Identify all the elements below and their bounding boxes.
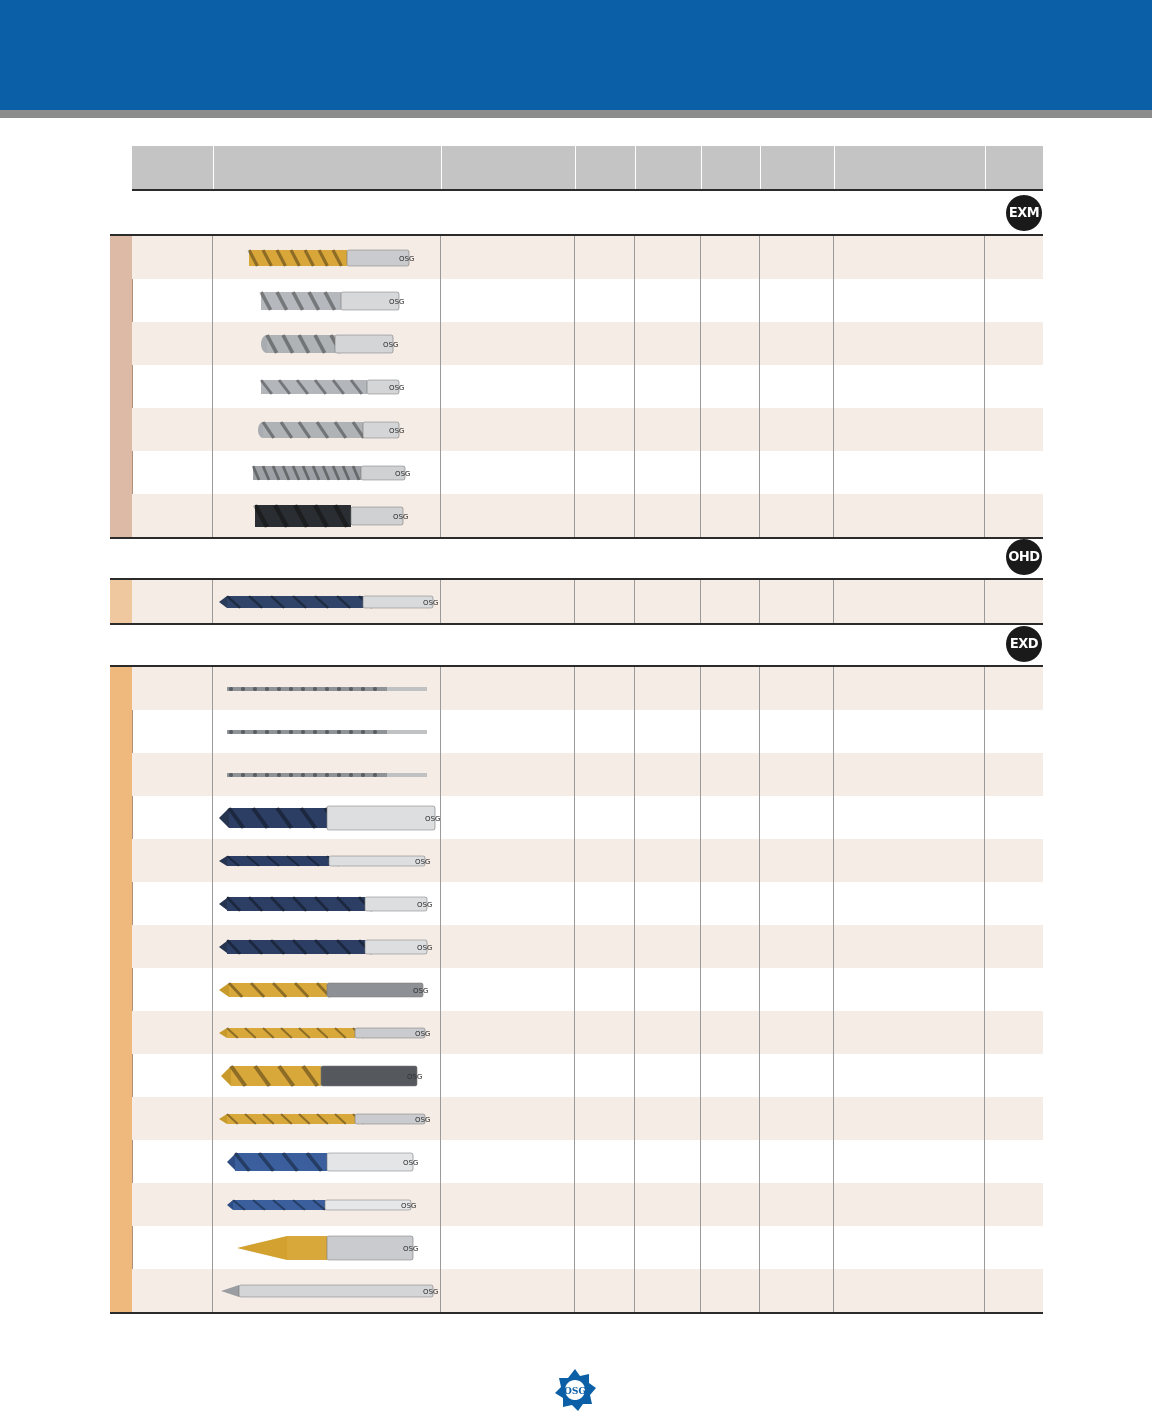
table-cell: [441, 279, 575, 322]
table-cell: [701, 968, 760, 1011]
table-cell: [635, 839, 701, 882]
table-cell: [701, 236, 760, 279]
table-cell: [132, 1140, 213, 1183]
table-cell: [701, 667, 760, 710]
tool-image-cell: [213, 494, 441, 537]
table-cell: [132, 753, 213, 796]
table-row: [132, 365, 1043, 408]
table-cell: [635, 753, 701, 796]
table-cell: [575, 1183, 635, 1226]
table-cell: [441, 882, 575, 925]
table-cell: [834, 667, 985, 710]
table-cell: [635, 968, 701, 1011]
svg-text:OSG: OSG: [414, 857, 430, 866]
exd-section: [110, 665, 1043, 1314]
table-cell: [635, 1183, 701, 1226]
table-cell: [760, 365, 834, 408]
table-cell: [635, 796, 701, 839]
svg-text:OSG: OSG: [412, 986, 428, 995]
table-cell: [834, 580, 985, 623]
table-cell: [635, 580, 701, 623]
table-cell: [834, 1140, 985, 1183]
table-cell: [701, 796, 760, 839]
svg-text:OSG: OSG: [406, 1072, 422, 1081]
tool-image-cell: [213, 796, 441, 839]
table-cell: [132, 279, 213, 322]
table-cell: [760, 1140, 834, 1183]
exd-rows: [132, 667, 1043, 1312]
tool-image-cell: [213, 710, 441, 753]
table-cell: [635, 1054, 701, 1097]
header-cell: [213, 146, 441, 189]
header-cell: [575, 146, 635, 189]
table-cell: [441, 710, 575, 753]
tool-image-cell: [213, 1097, 441, 1140]
tool-image-cell: [213, 1269, 441, 1312]
table-cell: [132, 1269, 213, 1312]
header-cell: [760, 146, 834, 189]
table-cell: [575, 279, 635, 322]
table-cell: [132, 925, 213, 968]
table-cell: [701, 1054, 760, 1097]
tool-image: [217, 585, 437, 619]
table-row: [132, 1011, 1043, 1054]
table-cell: [441, 322, 575, 365]
table-cell: [760, 839, 834, 882]
tool-image-cell: [213, 1054, 441, 1097]
table-cell: [701, 710, 760, 753]
table-cell: [834, 796, 985, 839]
table-cell: [635, 667, 701, 710]
table-cell: [635, 710, 701, 753]
tool-image-cell: [213, 451, 441, 494]
header-cell: [441, 146, 575, 189]
table-cell: [132, 451, 213, 494]
table-cell: [635, 882, 701, 925]
tool-image: [217, 973, 437, 1007]
table-cell: [575, 1097, 635, 1140]
table-cell: [132, 494, 213, 537]
table-row: [132, 408, 1043, 451]
table-cell: [760, 1269, 834, 1312]
table-cell: [132, 580, 213, 623]
table-row: [132, 279, 1043, 322]
svg-text:OSG: OSG: [402, 1244, 418, 1253]
table-cell: [834, 1183, 985, 1226]
table-row: [132, 968, 1043, 1011]
table-cell: [441, 1097, 575, 1140]
table-cell: [760, 494, 834, 537]
table-cell: [985, 365, 1043, 408]
table-cell: [635, 408, 701, 451]
tool-image-cell: [213, 753, 441, 796]
banner-divider: [0, 110, 1152, 118]
table-cell: [760, 1183, 834, 1226]
table-cell: [834, 408, 985, 451]
tool-image: [217, 1231, 437, 1265]
tool-image: [217, 327, 437, 361]
table-cell: [635, 1226, 701, 1269]
header-cell: [635, 146, 701, 189]
table-cell: [760, 882, 834, 925]
tool-image-cell: [213, 1140, 441, 1183]
table-cell: [441, 1226, 575, 1269]
table-cell: [441, 1183, 575, 1226]
table-cell: [985, 968, 1043, 1011]
table-cell: [575, 322, 635, 365]
tool-image-cell: [213, 365, 441, 408]
table-cell: [441, 408, 575, 451]
table-cell: [575, 236, 635, 279]
table-cell: [441, 968, 575, 1011]
table-cell: [701, 494, 760, 537]
svg-text:OSG: OSG: [416, 900, 432, 909]
table-cell: [441, 1011, 575, 1054]
table-cell: [132, 667, 213, 710]
tool-image: [217, 413, 437, 447]
table-cell: [985, 1011, 1043, 1054]
table-cell: [701, 1097, 760, 1140]
table-cell: [635, 279, 701, 322]
table-cell: [701, 1183, 760, 1226]
table-cell: [635, 1097, 701, 1140]
table-cell: [985, 236, 1043, 279]
tool-image: [217, 1059, 437, 1093]
table-cell: [575, 408, 635, 451]
table-cell: [575, 451, 635, 494]
svg-text:OSG: OSG: [414, 1115, 430, 1124]
table-cell: [760, 236, 834, 279]
tool-image-cell: [213, 667, 441, 710]
table-cell: [701, 925, 760, 968]
header-cell: [834, 146, 985, 189]
svg-text:OSG: OSG: [388, 426, 404, 435]
tool-image: [217, 801, 440, 835]
table-cell: [834, 494, 985, 537]
table-cell: [132, 322, 213, 365]
table-cell: [575, 1054, 635, 1097]
table-cell: [701, 882, 760, 925]
table-cell: [760, 451, 834, 494]
table-cell: [834, 1226, 985, 1269]
table-cell: [575, 925, 635, 968]
svg-text:OSG: OSG: [388, 297, 404, 306]
header-cell: [985, 146, 1043, 189]
tool-image-cell: [213, 1183, 441, 1226]
tool-image-cell: [213, 925, 441, 968]
tool-image: [217, 1145, 437, 1179]
table-cell: [760, 968, 834, 1011]
table-cell: [985, 1183, 1043, 1226]
table-cell: [985, 796, 1043, 839]
table-cell: [701, 1140, 760, 1183]
table-cell: [441, 365, 575, 408]
osg-logo: [552, 1367, 598, 1413]
svg-text:OSG: OSG: [388, 383, 404, 392]
table-cell: [985, 322, 1043, 365]
table-cell: [760, 753, 834, 796]
svg-text:OSG: OSG: [402, 1158, 418, 1167]
tool-image: [217, 1102, 437, 1136]
table-cell: [575, 796, 635, 839]
table-cell: [985, 580, 1043, 623]
table-cell: [132, 839, 213, 882]
table-cell: [985, 1226, 1043, 1269]
table-cell: [635, 1011, 701, 1054]
table-cell: [701, 1269, 760, 1312]
table-cell: [575, 1011, 635, 1054]
tool-image-cell: [213, 882, 441, 925]
svg-text:OSG: OSG: [400, 1201, 416, 1210]
svg-text:OSG: OSG: [382, 340, 398, 349]
table-row: [132, 1183, 1043, 1226]
table-cell: [441, 667, 575, 710]
table-cell: [701, 279, 760, 322]
ohd-badge: OHD: [1006, 539, 1042, 575]
svg-text:OSG: OSG: [398, 254, 414, 263]
table-cell: [575, 753, 635, 796]
tool-image: [217, 1188, 437, 1222]
table-cell: [701, 451, 760, 494]
table-cell: [635, 1269, 701, 1312]
tool-image: [217, 1016, 437, 1050]
tool-image: [217, 499, 437, 533]
tool-image-cell: [213, 1011, 441, 1054]
ohd-category-bar: [110, 580, 133, 623]
table-row: [132, 494, 1043, 537]
tool-image: [217, 284, 437, 318]
table-row: [132, 882, 1043, 925]
tool-image: [217, 1274, 437, 1308]
table-cell: [441, 1269, 575, 1312]
table-cell: [575, 1226, 635, 1269]
svg-text:OSG: OSG: [422, 598, 438, 607]
table-cell: [985, 882, 1043, 925]
table-cell: [985, 753, 1043, 796]
table-cell: [985, 667, 1043, 710]
tool-image-cell: [213, 968, 441, 1011]
svg-text:OSG: OSG: [394, 469, 410, 478]
table-header: [132, 146, 1043, 191]
table-cell: [701, 1011, 760, 1054]
table-cell: [701, 1226, 760, 1269]
svg-text:OSG: OSG: [414, 1029, 430, 1038]
table-cell: [834, 710, 985, 753]
table-cell: [760, 322, 834, 365]
table-cell: [834, 279, 985, 322]
tool-image: [217, 758, 437, 792]
table-row: [132, 1269, 1043, 1312]
tool-image-cell: [213, 580, 441, 623]
table-cell: [635, 365, 701, 408]
table-cell: [760, 667, 834, 710]
table-cell: [575, 365, 635, 408]
table-row: [132, 1226, 1043, 1269]
table-cell: [132, 236, 213, 279]
table-cell: [441, 925, 575, 968]
table-cell: [575, 1140, 635, 1183]
table-cell: [834, 753, 985, 796]
table-cell: [132, 968, 213, 1011]
tool-image: [217, 241, 437, 275]
table-cell: [132, 1011, 213, 1054]
table-cell: [834, 839, 985, 882]
table-cell: [575, 968, 635, 1011]
table-cell: [441, 580, 575, 623]
table-row: [132, 580, 1043, 623]
table-cell: [575, 710, 635, 753]
table-row: [132, 753, 1043, 796]
table-cell: [441, 451, 575, 494]
table-row: [132, 236, 1043, 279]
svg-text:OSG: OSG: [563, 1387, 587, 1397]
table-row: [132, 1140, 1043, 1183]
table-cell: [441, 1140, 575, 1183]
table-cell: [635, 925, 701, 968]
table-cell: [441, 236, 575, 279]
table-cell: [834, 1011, 985, 1054]
table-cell: [701, 839, 760, 882]
tool-image: [217, 844, 437, 878]
table-cell: [985, 1269, 1043, 1312]
table-cell: [760, 279, 834, 322]
tool-image-cell: [213, 322, 441, 365]
tool-image: [217, 930, 437, 964]
table-cell: [834, 451, 985, 494]
table-cell: [985, 451, 1043, 494]
svg-text:OSG: OSG: [422, 1287, 438, 1296]
table-cell: [760, 1226, 834, 1269]
table-cell: [635, 494, 701, 537]
table-row: [132, 839, 1043, 882]
table-cell: [760, 1054, 834, 1097]
table-cell: [985, 1140, 1043, 1183]
table-row: [132, 796, 1043, 839]
tool-image: [217, 715, 437, 749]
ohd-section: [110, 578, 1043, 625]
table-cell: [132, 796, 213, 839]
table-cell: [575, 839, 635, 882]
table-cell: [441, 494, 575, 537]
table-cell: [701, 408, 760, 451]
table-cell: [441, 839, 575, 882]
tool-image-cell: [213, 279, 441, 322]
table-cell: [132, 710, 213, 753]
table-cell: [575, 882, 635, 925]
exm-section: [110, 234, 1043, 539]
table-row: [132, 1054, 1043, 1097]
table-cell: [441, 753, 575, 796]
table-cell: [760, 580, 834, 623]
svg-text:OSG: OSG: [416, 943, 432, 952]
tool-image-cell: [213, 408, 441, 451]
table-cell: [635, 451, 701, 494]
table-cell: [575, 667, 635, 710]
table-cell: [985, 1097, 1043, 1140]
tool-image-cell: [213, 839, 441, 882]
svg-text:OSG: OSG: [392, 512, 408, 521]
table-cell: [834, 1097, 985, 1140]
table-cell: [760, 408, 834, 451]
table-cell: [132, 365, 213, 408]
ohd-rows: [132, 580, 1043, 623]
table-cell: [441, 1054, 575, 1097]
table-cell: [132, 408, 213, 451]
table-cell: [132, 882, 213, 925]
table-cell: [441, 796, 575, 839]
table-cell: [760, 796, 834, 839]
table-cell: [834, 1269, 985, 1312]
table-cell: [985, 839, 1043, 882]
table-cell: [985, 710, 1043, 753]
top-banner: [0, 0, 1152, 110]
table-row: [132, 1097, 1043, 1140]
table-cell: [834, 1054, 985, 1097]
header-cell: [701, 146, 760, 189]
table-cell: [985, 279, 1043, 322]
table-cell: [985, 925, 1043, 968]
table-cell: [985, 494, 1043, 537]
table-cell: [760, 1097, 834, 1140]
table-cell: [701, 753, 760, 796]
table-cell: [834, 925, 985, 968]
tool-image: [217, 887, 437, 921]
header-cell: [132, 146, 213, 189]
table-row: [132, 451, 1043, 494]
exm-category-bar: [110, 236, 133, 537]
table-cell: [760, 925, 834, 968]
table-cell: [701, 365, 760, 408]
table-cell: [834, 322, 985, 365]
table-cell: [834, 882, 985, 925]
table-cell: [132, 1054, 213, 1097]
tool-image: [217, 456, 437, 490]
table-cell: [635, 1140, 701, 1183]
table-cell: [760, 710, 834, 753]
table-cell: [132, 1226, 213, 1269]
table-cell: [834, 365, 985, 408]
table-cell: [132, 1183, 213, 1226]
table-cell: [834, 236, 985, 279]
table-cell: [760, 1011, 834, 1054]
svg-text:OSG: OSG: [424, 814, 440, 823]
table-cell: [635, 236, 701, 279]
table-row: [132, 667, 1043, 710]
table-cell: [575, 1269, 635, 1312]
table-cell: [132, 1097, 213, 1140]
tool-image: [217, 370, 437, 404]
table-cell: [575, 580, 635, 623]
tool-image-cell: [213, 236, 441, 279]
table-cell: [635, 322, 701, 365]
exd-category-bar: [110, 667, 133, 1312]
tool-image: [217, 672, 437, 706]
table-cell: [575, 494, 635, 537]
table-cell: [985, 1054, 1043, 1097]
table-cell: [701, 580, 760, 623]
tool-image-cell: [213, 1226, 441, 1269]
table-row: [132, 710, 1043, 753]
table-cell: [701, 322, 760, 365]
exm-badge: EXM: [1006, 195, 1042, 231]
table-row: [132, 925, 1043, 968]
exd-badge: EXD: [1006, 626, 1042, 662]
table-cell: [985, 408, 1043, 451]
table-cell: [834, 968, 985, 1011]
table-row: [132, 322, 1043, 365]
exm-rows: [132, 236, 1043, 537]
